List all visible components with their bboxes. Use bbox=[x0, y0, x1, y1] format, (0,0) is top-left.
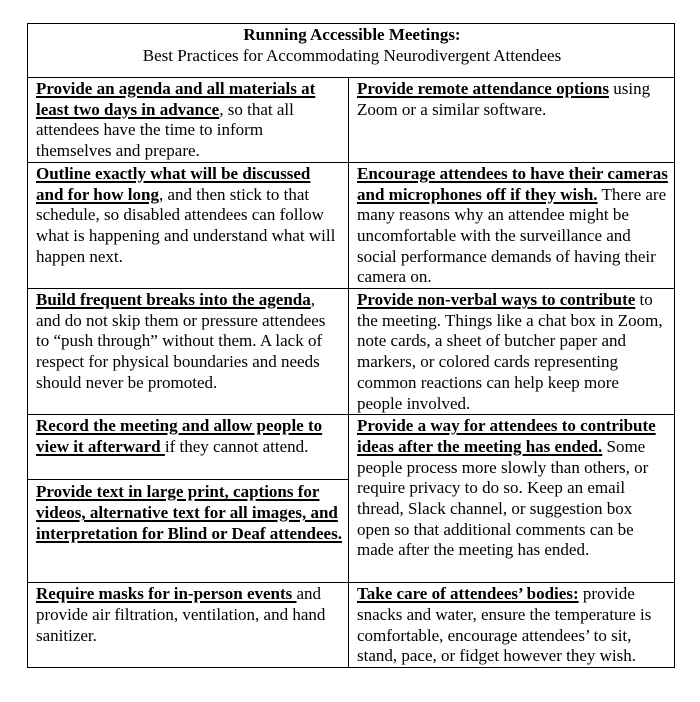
cell-text: using Zoom or a similar software. bbox=[357, 79, 651, 119]
cell-breaks bbox=[28, 289, 349, 415]
cell-lead: Provide an agenda and all materials at least two days in advance bbox=[36, 79, 316, 119]
cell-lead: Provide text in large print, captions for videos, alternative text for all images, and interpretation for Blind or Deaf attendees. bbox=[36, 482, 342, 543]
cell-text: if they cannot attend. bbox=[164, 436, 309, 456]
cell-text: and provide air filtration, ventilation, and hand sanitizer. bbox=[36, 584, 326, 645]
cell-text: Some people process more slowly than others, or require privacy to do so. Keep an email thread, Slack channel, or suggestion box open so that additional comments can be made after the meeting has ended. bbox=[357, 436, 649, 560]
cell-lead: Provide a way for attendees to contribute ideas after the meeting has ended. bbox=[357, 416, 656, 456]
cell-text: , and then stick to that schedule, so disabled attendees can follow what is happening and understand what will happen next. bbox=[36, 184, 336, 266]
table-row bbox=[28, 289, 675, 415]
cell-lead: Record the meeting and allow people to view it afterward bbox=[36, 416, 323, 456]
cell-after bbox=[349, 415, 675, 583]
cell-agenda bbox=[28, 78, 349, 163]
document-subtitle: Best Practices for Accommodating Neurodivergent Attendees bbox=[142, 45, 562, 65]
table-row bbox=[28, 415, 675, 583]
document-title: Running Accessible Meetings: bbox=[243, 25, 461, 44]
cell-lead: Provide non-verbal ways to contribute bbox=[357, 290, 636, 310]
cell-lead: Provide remote attendance options bbox=[357, 79, 609, 98]
table-row bbox=[28, 78, 675, 163]
cell-large-print bbox=[28, 480, 348, 582]
cell-record bbox=[28, 415, 348, 480]
cell-text: , so that all attendees have the time to inform themselves and prepare. bbox=[36, 99, 294, 161]
cell-text: There are many reasons why an attendee might be uncomfortable with the surveillance and social performance demands of having their camera on. bbox=[357, 184, 667, 287]
cell-lead: Take care of attendees’ bodies: bbox=[357, 584, 579, 604]
title-cell bbox=[28, 24, 675, 78]
title-row bbox=[28, 24, 675, 78]
cell-bodies bbox=[349, 583, 675, 668]
cell-lead: Build frequent breaks into the agenda bbox=[36, 290, 311, 310]
cell-text: provide snacks and water, ensure the temperature is comfortable, encourage attendees’ to sit, stand, pace, or fidget however they wish. bbox=[357, 584, 652, 666]
cell-remote bbox=[349, 78, 675, 163]
cell-lead: Encourage attendees to have their cameras and microphones off if they wish. bbox=[357, 163, 668, 204]
cell-lead: Outline exactly what will be discussed and for how long bbox=[36, 163, 311, 204]
cell-nonverbal bbox=[349, 289, 675, 415]
cell-text: , and do not skip them or pressure attendees to “push through” without them. A lack of respect for physical boundaries and needs should never be promoted. bbox=[36, 290, 326, 392]
table-row bbox=[28, 162, 675, 288]
best-practices-table bbox=[27, 23, 675, 668]
cell-cameras bbox=[349, 162, 675, 288]
cell-lead: Require masks for in-person events bbox=[36, 584, 297, 604]
cell-text: to the meeting. Things like a chat box in Zoom, note cards, a sheet of butcher paper and markers, or colored cards representing common reactions can help keep more people involved. bbox=[357, 290, 663, 413]
cell-outline bbox=[28, 162, 349, 288]
cell-split-left bbox=[28, 415, 349, 583]
cell-masks bbox=[28, 583, 349, 668]
table-row bbox=[28, 583, 675, 668]
